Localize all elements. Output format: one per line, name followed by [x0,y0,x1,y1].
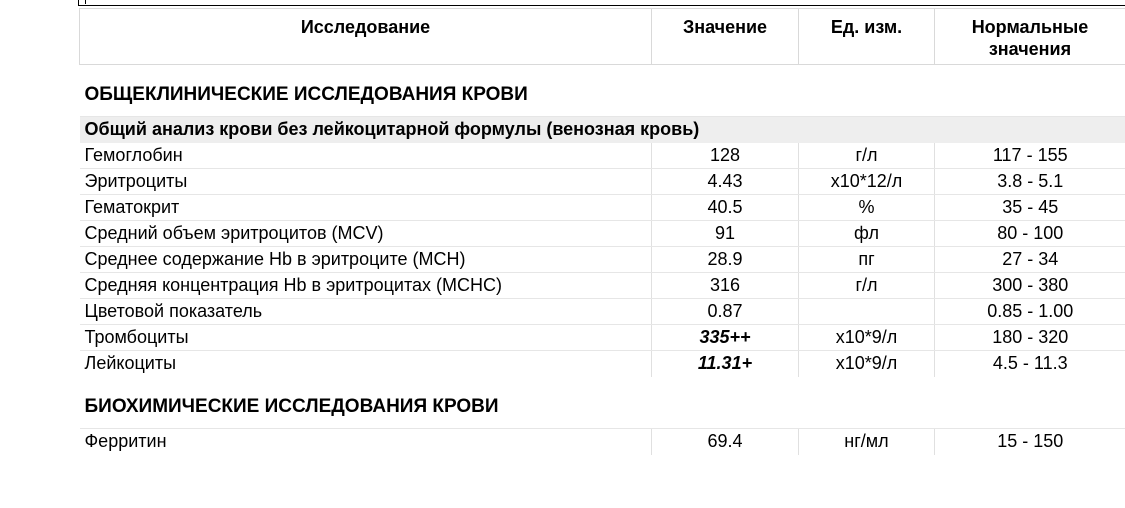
table-row [80,429,1125,455]
cell-test-name: Средняя концентрация Hb в эритроцитах (MCHC) [80,273,652,299]
header-norm [935,9,1125,65]
group-header-row [80,117,1125,143]
cell-value: 91 [652,221,799,247]
cell-unit: % [799,195,935,221]
cell-norm: 27 - 34 [935,247,1125,273]
table-row [80,169,1125,195]
lab-results-table [79,8,1125,455]
section-header-row [80,377,1125,429]
table-row [80,325,1125,351]
cell-test-name: Гематокрит [80,195,652,221]
cell-test-name: Средний объем эритроцитов (MCV) [80,221,652,247]
header-norm-line1: Нормальные [971,17,1089,37]
top-frame-border [78,0,1125,6]
cell-unit: г/л [799,143,935,169]
header-unit: Ед. изм. [799,9,935,65]
table-row [80,247,1125,273]
cell-test-name: Ферритин [84,431,167,452]
table-row [80,351,1125,377]
header-test: Исследование [80,9,652,65]
cell-value: 4.43 [652,169,799,195]
table-header-row [80,9,1125,65]
cell-unit: x10*12/л [799,169,935,195]
cell-unit: пг [799,247,935,273]
header-norm-line2: значения [988,39,1072,59]
group-title: Общий анализ крови без лейкоцитарной формулы (венозная кровь) [80,117,1125,143]
cell-value: 316 [652,273,799,299]
cell-unit: x10*9/л [799,351,935,377]
section-header-row [80,65,1125,117]
cell-norm: 180 - 320 [935,325,1125,351]
table-row [80,221,1125,247]
cell-test-name: Тромбоциты [80,325,652,351]
table-row [80,299,1125,325]
cell-test-name: Эритроциты [80,169,652,195]
cell-test-name: Цветовой показатель [80,299,652,325]
table-row [80,143,1125,169]
header-value: Значение [652,9,799,65]
frame-corner [79,0,86,4]
cell-norm: 80 - 100 [935,221,1125,247]
cell-value: 335++ [652,325,799,351]
cell-test-name: Гемоглобин [80,143,652,169]
cell-norm: 35 - 45 [935,195,1125,221]
cell-value: 11.31+ [652,351,799,377]
table-row [80,273,1125,299]
cell-norm: 15 - 150 [935,429,1125,455]
cell-unit: фл [799,221,935,247]
cell-value: 128 [652,143,799,169]
cell-value: 69.4 [652,429,799,455]
cell-value: 0.87 [652,299,799,325]
section-title: ОБЩЕКЛИНИЧЕСКИЕ ИССЛЕДОВАНИЯ КРОВИ [80,65,1125,117]
cell-unit [799,299,935,325]
cell-norm: 4.5 - 11.3 [935,351,1125,377]
cell-test-name: Лейкоциты [84,353,177,374]
cell-unit: x10*9/л [799,325,935,351]
cell-value: 40.5 [652,195,799,221]
cell-norm: 3.8 - 5.1 [935,169,1125,195]
cell-unit: г/л [799,273,935,299]
cell-test-name: Среднее содержание Hb в эритроците (MCH) [80,247,652,273]
cell-unit: нг/мл [799,429,935,455]
section-title: БИОХИМИЧЕСКИЕ ИССЛЕДОВАНИЯ КРОВИ [80,377,1125,429]
cell-norm: 0.85 - 1.00 [935,299,1125,325]
table-row [80,195,1125,221]
cell-norm: 117 - 155 [935,143,1125,169]
cell-norm: 300 - 380 [935,273,1125,299]
cell-value: 28.9 [652,247,799,273]
